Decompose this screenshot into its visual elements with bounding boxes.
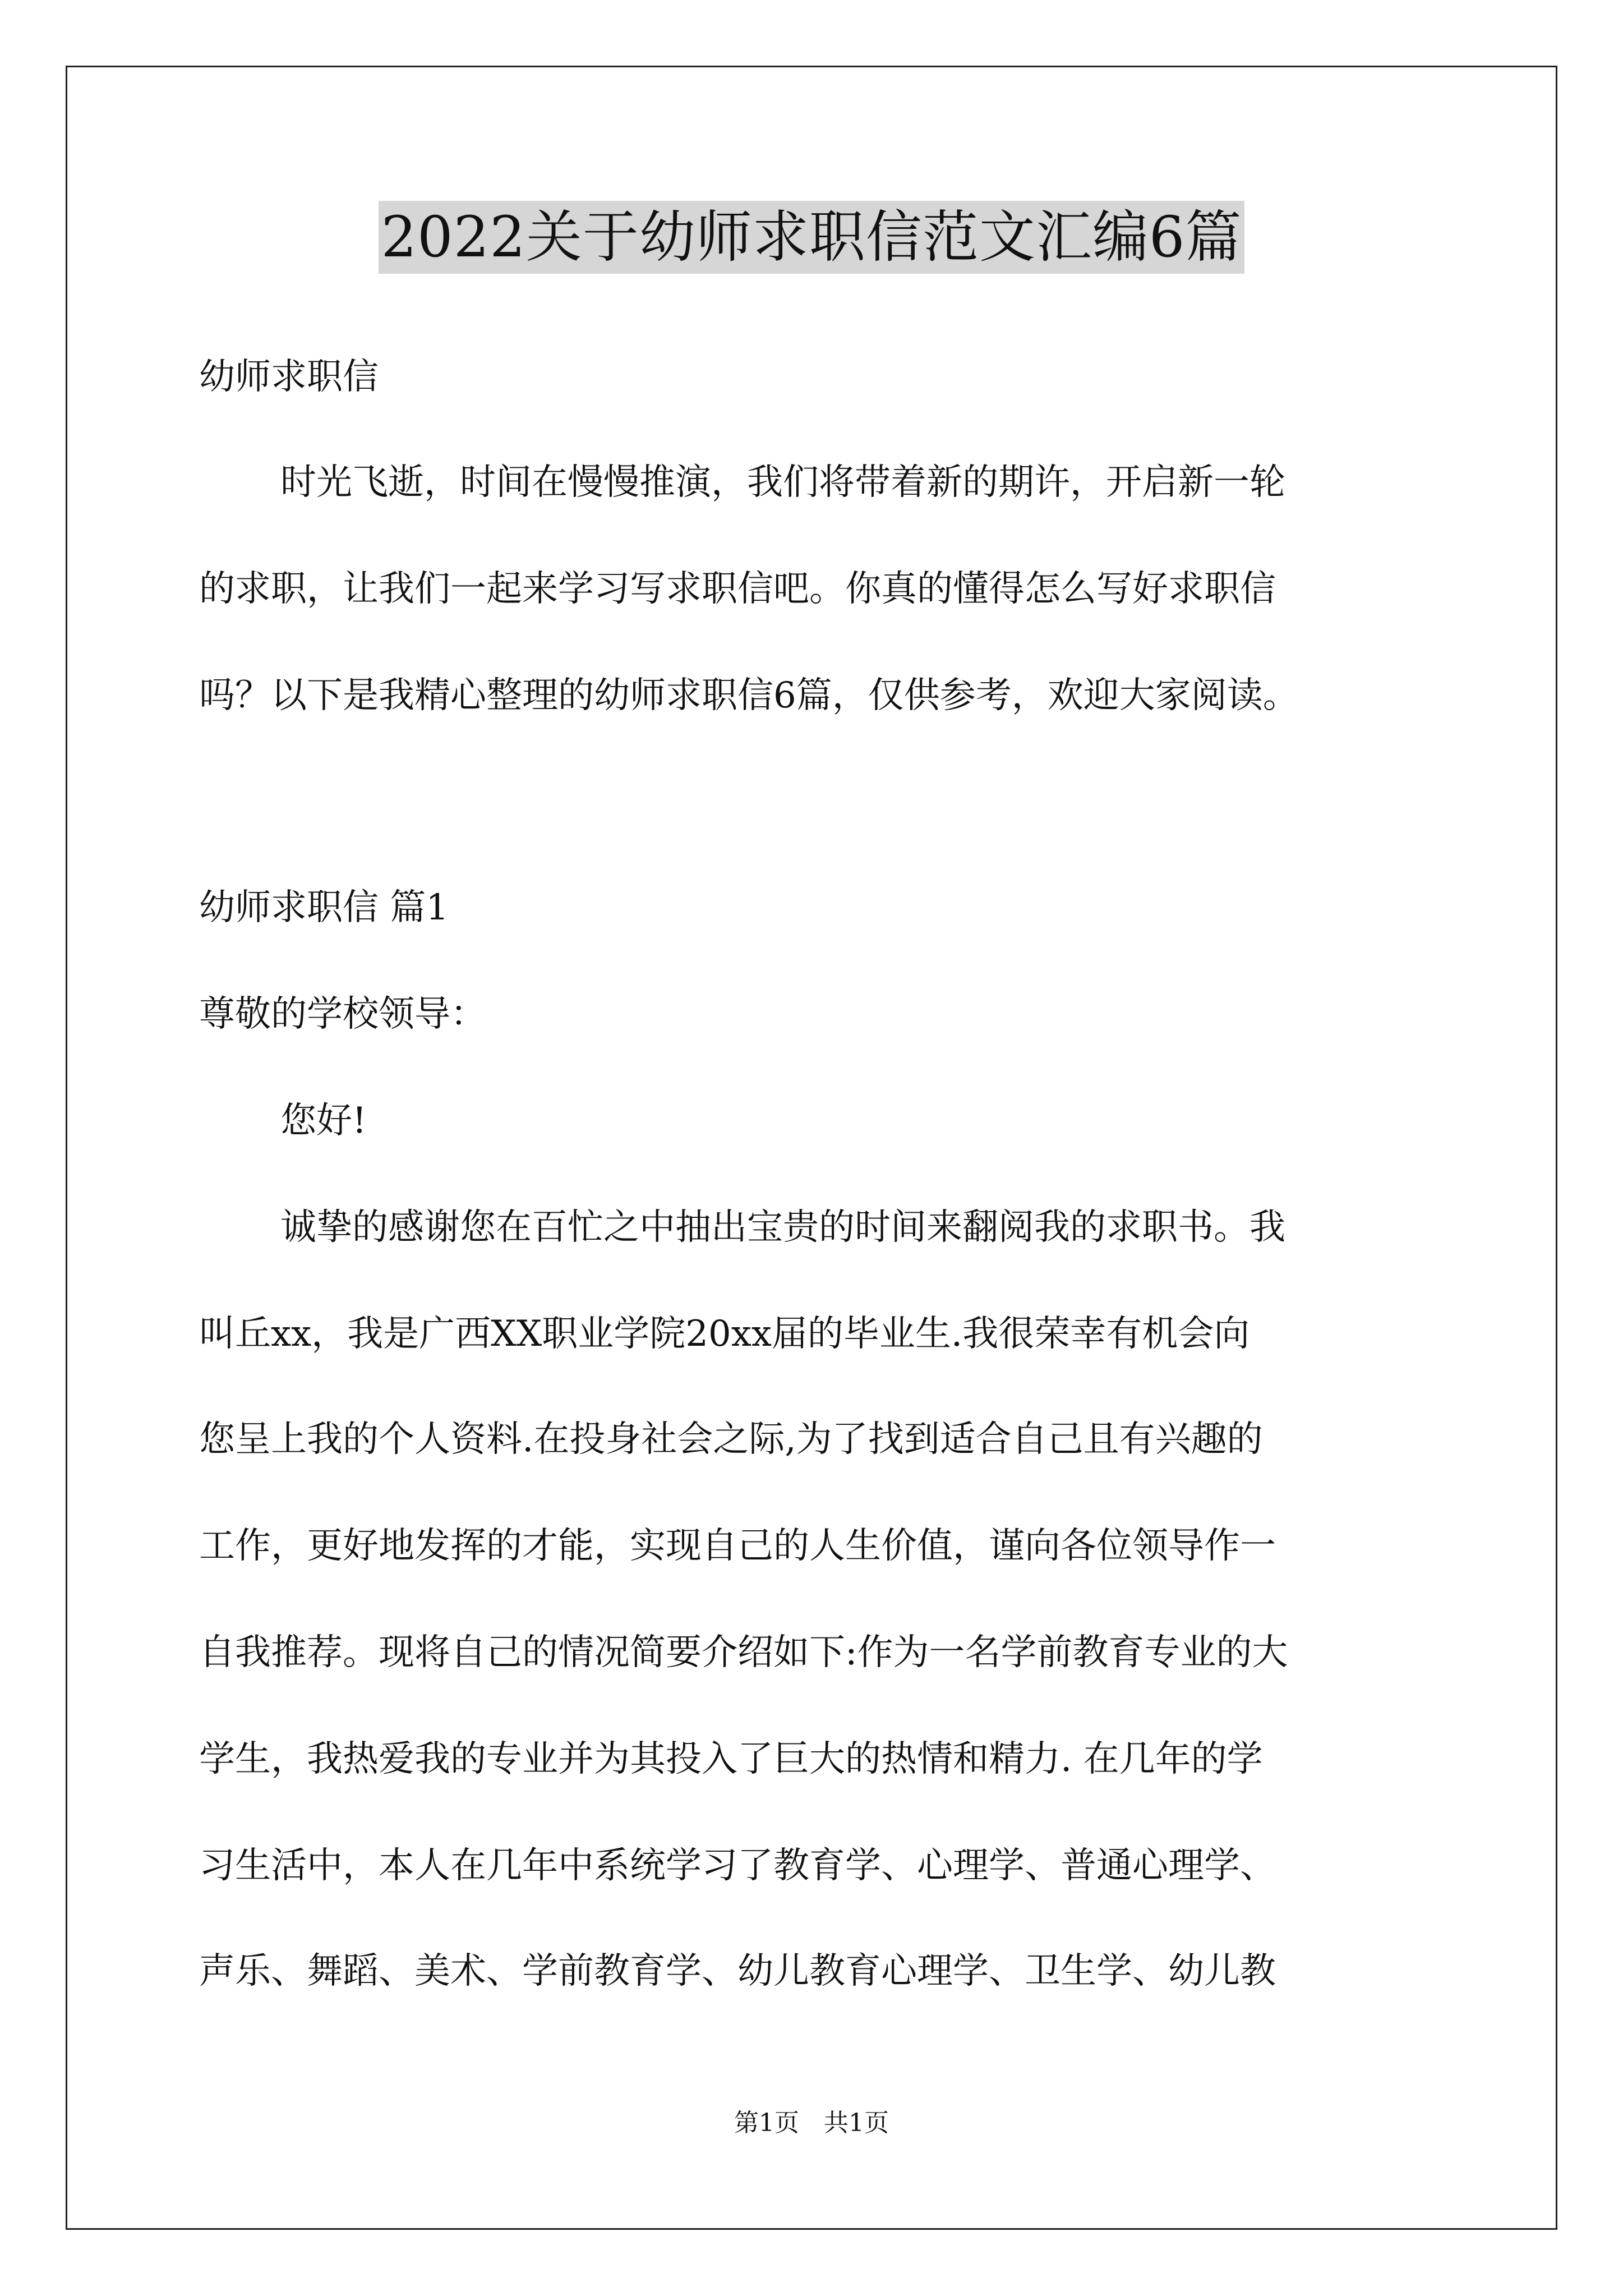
section-heading: 幼师求职信 bbox=[199, 356, 379, 398]
page-footer: 第1页 共1页 bbox=[734, 2109, 889, 2137]
greeting: 您好! bbox=[280, 1100, 367, 1142]
body-line: 学生，我热爱我的专业并为其投入了巨大的热情和精力. 在几年的学 bbox=[199, 1738, 1263, 1780]
body-line: 自我推荐。现将自己的情况简要介绍如下:作为一名学前教育专业的大 bbox=[199, 1632, 1288, 1673]
body-line: 叫丘xx，我是广西XX职业学院20xx届的毕业生.我很荣幸有机会向 bbox=[199, 1313, 1250, 1355]
body-line: 声乐、舞蹈、美术、学前教育学、幼儿教育心理学、卫生学、幼儿教 bbox=[199, 1950, 1276, 1992]
body-line: 工作，更好地发挥的才能，实现自己的人生价值，谨向各位领导作一 bbox=[199, 1525, 1276, 1567]
intro-line: 的求职，让我们一起来学习写求职信吧。你真的懂得怎么写好求职信 bbox=[199, 568, 1276, 610]
salutation: 尊敬的学校领导： bbox=[199, 993, 486, 1035]
body-line: 您呈上我的个人资料.在投身社会之际,为了找到适合自己且有兴趣的 bbox=[199, 1419, 1263, 1460]
intro-line: 吗？以下是我精心整理的幼师求职信6篇，仅供参考，欢迎大家阅读。 bbox=[199, 675, 1299, 716]
intro-line: 时光飞逝，时间在慢慢推演，我们将带着新的期许，开启新一轮 bbox=[280, 462, 1285, 503]
title-wrap bbox=[0, 201, 1623, 274]
chapter-heading: 幼师求职信 篇1 bbox=[199, 887, 449, 928]
body-line: 习生活中，本人在几年中系统学习了教育学、心理学、普通心理学、 bbox=[199, 1845, 1276, 1887]
body-line: 诚挚的感谢您在百忙之中抽出宝贵的时间来翻阅我的求职书。我 bbox=[280, 1207, 1285, 1248]
document-title: 2022关于幼师求职信范文汇编6篇 bbox=[379, 201, 1244, 274]
